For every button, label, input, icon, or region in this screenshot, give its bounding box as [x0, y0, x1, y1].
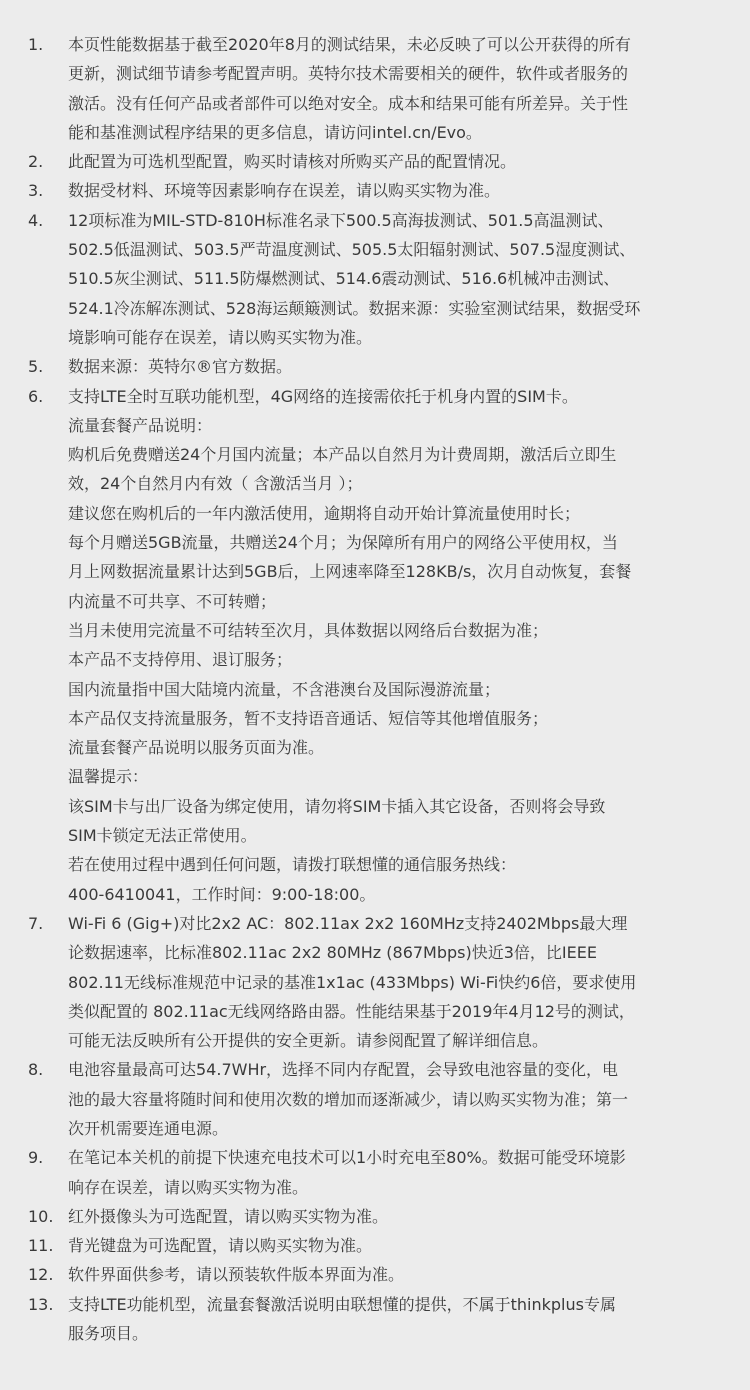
footnote-line: SIM卡锁定无法正常使用。 — [68, 826, 257, 846]
footnote-line: 每个月赠送5GB流量，共赠送24个月；为保障所有用户的网络公平使用权，当 — [68, 533, 618, 553]
footnote-line: 响存在误差，请以购买实物为准。 — [68, 1177, 309, 1197]
footnote-line: 若在使用过程中遇到任何问题，请拨打联想懂的通信服务热线： — [68, 855, 517, 875]
footnote-item — [28, 147, 720, 176]
footnote-number: 13. — [28, 1294, 54, 1314]
footnote-number: 9. — [28, 1148, 44, 1168]
footnote-line: 激活。没有任何产品或者部件可以绝对安全。成本和结果可能有所差异。关于性 — [68, 93, 629, 113]
footnote-line: 流量套餐产品说明： — [68, 415, 213, 435]
footnote-text — [68, 1231, 720, 1260]
footnote-line: 更新，测试细节请参考配置声明。英特尔技术需要相关的硬件，软件或者服务的 — [68, 64, 629, 84]
footnote-line: 购机后免费赠送24个月国内流量；本产品以自然月为计费周期，激活后立即生 — [68, 445, 617, 465]
footnote-item — [28, 1143, 720, 1202]
footnote-line: 支持LTE全时互联功能机型，4G网络的连接需依托于机身内置的SIM卡。 — [68, 386, 578, 406]
footnote-item — [28, 30, 720, 147]
footnote-item — [28, 176, 720, 205]
footnote-line: 502.5低温测试、503.5严苛温度测试、505.5太阳辐射测试、507.5湿度测试、 — [68, 240, 636, 260]
footnote-line: 400-6410041，工作时间：9:00-18:00。 — [68, 884, 376, 904]
footnote-item — [28, 1260, 720, 1289]
footnote-line: 池的最大容量将随时间和使用次数的增加而逐渐减少，请以购买实物为准；第一 — [68, 1089, 629, 1109]
footnote-line: 服务项目。 — [68, 1324, 149, 1344]
footnote-line: 在笔记本关机的前提下快速充电技术可以1小时充电至80%。数据可能受环境影 — [68, 1148, 626, 1168]
footnote-number: 10. — [28, 1206, 54, 1226]
footnote-item — [28, 1202, 720, 1231]
footnote-text — [68, 176, 720, 205]
footnote-text — [68, 382, 720, 909]
footnote-text — [68, 206, 720, 352]
footnote-text — [68, 909, 720, 1055]
footnote-line: 数据来源：英特尔®官方数据。 — [68, 357, 293, 377]
footnote-line: 此配置为可选机型配置，购买时请核对所购买产品的配置情况。 — [68, 152, 517, 172]
footnote-number: 2. — [28, 152, 44, 172]
footnote-line: 当月未使用完流量不可结转至次月，具体数据以网络后台数据为准； — [68, 620, 549, 640]
footnote-text — [68, 1143, 720, 1202]
footnote-line: Wi-Fi 6 (Gig+)对比2x2 AC：802.11ax 2x2 160MHz支持2402Mbps最大理 — [68, 913, 628, 933]
footnote-text — [68, 1202, 720, 1231]
footnote-line: 电池容量最高可达54.7WHr，选择不同内存配置，会导致电池容量的变化，电 — [68, 1060, 619, 1080]
footnote-item — [28, 352, 720, 381]
footnote-line: 本产品仅支持流量服务，暂不支持语音通话、短信等其他增值服务； — [68, 708, 549, 728]
footnote-number: 12. — [28, 1265, 54, 1285]
footnote-item — [28, 1231, 720, 1260]
footnote-number: 7. — [28, 913, 44, 933]
footnote-number: 3. — [28, 181, 44, 201]
footnote-line: 次开机需要连通电源。 — [68, 1118, 229, 1138]
footnote-text — [68, 1055, 720, 1143]
footnote-line: 境影响可能存在误差，请以购买实物为准。 — [68, 327, 373, 347]
footnote-number: 5. — [28, 357, 44, 377]
footnote-item — [28, 1290, 720, 1349]
footnote-text — [68, 1290, 720, 1349]
footnote-text — [68, 30, 720, 147]
footnote-item — [28, 1055, 720, 1143]
footnote-number: 8. — [28, 1060, 44, 1080]
footnote-line: 建议您在购机后的一年内激活使用，逾期将自动开始计算流量使用时长； — [68, 503, 581, 523]
footnote-line: 国内流量指中国大陆境内流量，不含港澳台及国际漫游流量； — [68, 679, 501, 699]
footnote-line: 红外摄像头为可选配置，请以购买实物为准。 — [68, 1206, 389, 1226]
footnote-line: 内流量不可共享、不可转赠； — [68, 591, 277, 611]
footnote-line: 类似配置的 802.11ac无线网络路由器。性能结果基于2019年4月12号的测试， — [68, 1001, 635, 1021]
footnote-line: 温馨提示： — [68, 767, 149, 787]
footnote-line: 可能无法反映所有公开提供的安全更新。请参阅配置了解详细信息。 — [68, 1031, 549, 1051]
footnote-line: 802.11无线标准规范中记录的基准1x1ac (433Mbps) Wi-Fi快约6倍，要求使用 — [68, 972, 637, 992]
footnote-line: 流量套餐产品说明以服务页面为准。 — [68, 738, 325, 758]
footnote-line: 510.5灰尘测试、511.5防爆燃测试、514.6震动测试、516.6机械冲击测试、 — [68, 269, 620, 289]
footnote-line: 软件界面供参考，请以预装软件版本界面为准。 — [68, 1265, 405, 1285]
footnote-text — [68, 1260, 720, 1289]
footnote-line: 524.1冷冻解冻测试、528海运颠簸测试。数据来源：实验室测试结果，数据受环 — [68, 298, 641, 318]
footnote-line: 该SIM卡与出厂设备为绑定使用，请勿将SIM卡插入其它设备，否则将会导致 — [68, 796, 606, 816]
footnote-line: 论数据速率，比标准802.11ac 2x2 80MHz (867Mbps)快近3倍，比IEEE — [68, 943, 597, 963]
footnote-line: 效，24个自然月内有效（ 含激活当月 ）； — [68, 474, 363, 494]
footnote-line: 本产品不支持停用、退订服务； — [68, 650, 293, 670]
footnote-line: 支持LTE功能机型，流量套餐激活说明由联想懂的提供，不属于thinkplus专属 — [68, 1294, 616, 1314]
footnote-line: 背光键盘为可选配置，请以购买实物为准。 — [68, 1236, 373, 1256]
footnote-line: 本页性能数据基于截至2020年8月的测试结果，未必反映了可以公开获得的所有 — [68, 35, 631, 54]
footnote-number: 6. — [28, 386, 44, 406]
footnote-line: 能和基准测试程序结果的更多信息，请访问intel.cn/Evo。 — [68, 122, 482, 142]
footnote-number: 1. — [28, 35, 44, 54]
footnote-item — [28, 206, 720, 352]
footnote-text — [68, 147, 720, 176]
footnote-text — [68, 352, 720, 381]
footnote-number: 4. — [28, 210, 44, 230]
footnote-line: 月上网数据流量累计达到5GB后，上网速率降至128KB/s，次月自动恢复，套餐 — [68, 562, 632, 582]
footnote-line: 12项标准为MIL-STD-810H标准名录下500.5高海拔测试、501.5高温测试、 — [68, 210, 614, 230]
footnote-item — [28, 382, 720, 909]
footnote-number: 11. — [28, 1236, 54, 1256]
footnote-line: 数据受材料、环境等因素影响存在误差，请以购买实物为准。 — [68, 181, 501, 201]
footnote-item — [28, 909, 720, 1055]
